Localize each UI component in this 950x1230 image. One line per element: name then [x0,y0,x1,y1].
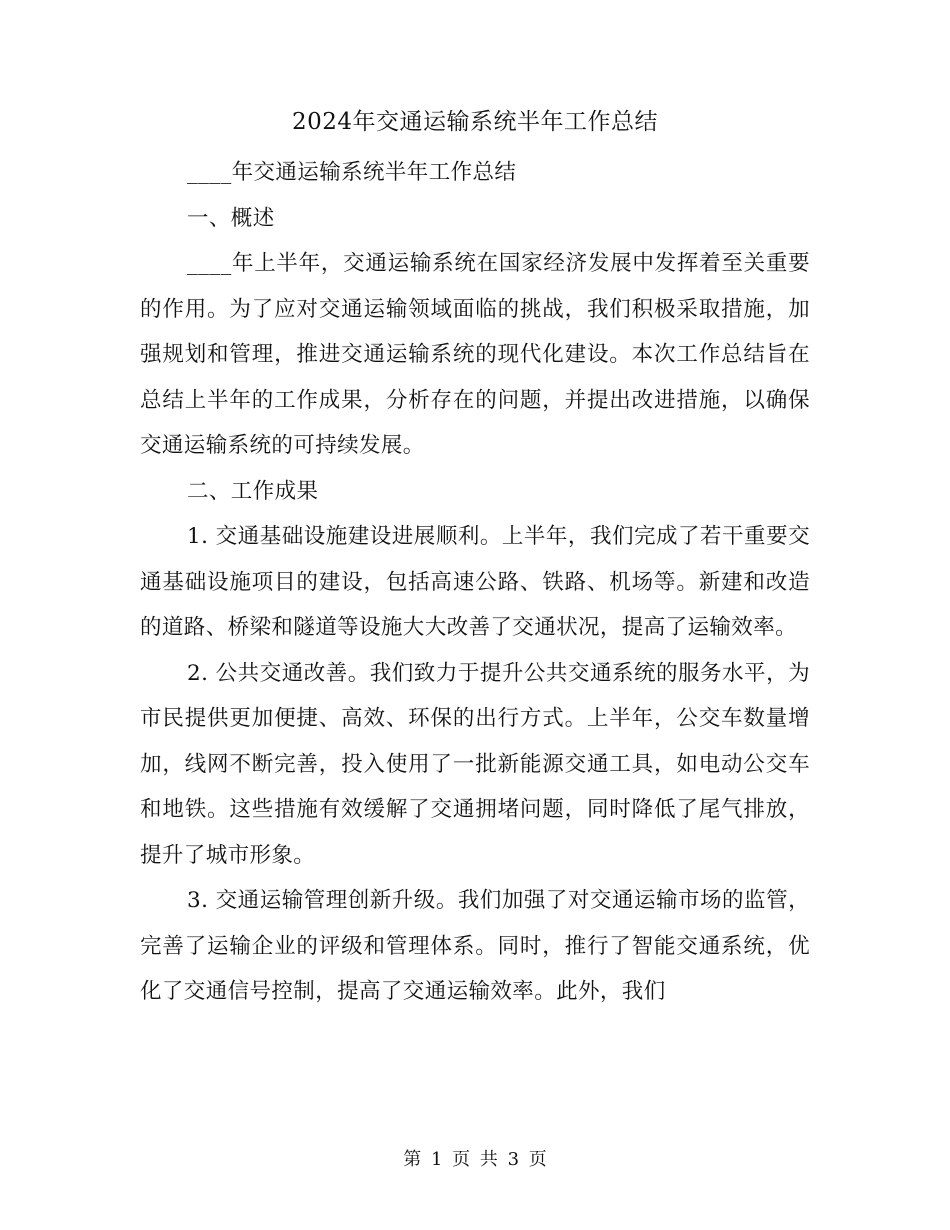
page-number-footer: 第 1 页 共 3 页 [403,1149,547,1170]
document-title: 2024年交通运输系统半年工作总结 [291,109,659,135]
achievement-item-1: 1. 交通基础设施建设进展顺利。上半年，我们完成了若干重要交通基础设施项目的建设，包括高速公路、铁路、机场等。新建和改造的道路、桥梁和隧道等设施大大改善了交通状况，提高了运输效率。 [140,524,810,640]
achievement-item-3: 3. 交通运输管理创新升级。我们加强了对交通运输市场的监管，完善了运输企业的评级和管理体系。同时，推行了智能交通系统，优化了交通信号控制，提高了交通运输效率。此外，我们 [140,888,810,1004]
subtitle-paragraph: ____年交通运输系统半年工作总结 [187,160,517,185]
document-body [140,150,810,1015]
section-heading-overview: 一、概述 [187,205,275,231]
achievement-item-2: 2. 公共交通改善。我们致力于提升公共交通系统的服务水平，为市民提供更加便捷、高效、环保的出行方式。上半年，公交车数量增加，线网不断完善，投入使用了一批新能源交通工具，如电动公交车和地铁。这些措施有效缓解了交通拥堵问题，同时降低了尾气排放，提升了城市形象。 [140,660,810,868]
section-heading-achievements: 二、工作成果 [187,478,319,504]
overview-paragraph: ____年上半年，交通运输系统在国家经济发展中发挥着至关重要的作用。为了应对交通运输领域面临的挑战，我们积极采取措施，加强规划和管理，推进交通运输系统的现代化建设。本次工作总结旨在总结上半年的工作成果，分析存在的问题，并提出改进措施，以确保交通运输系统的可持续发展。 [140,251,810,458]
